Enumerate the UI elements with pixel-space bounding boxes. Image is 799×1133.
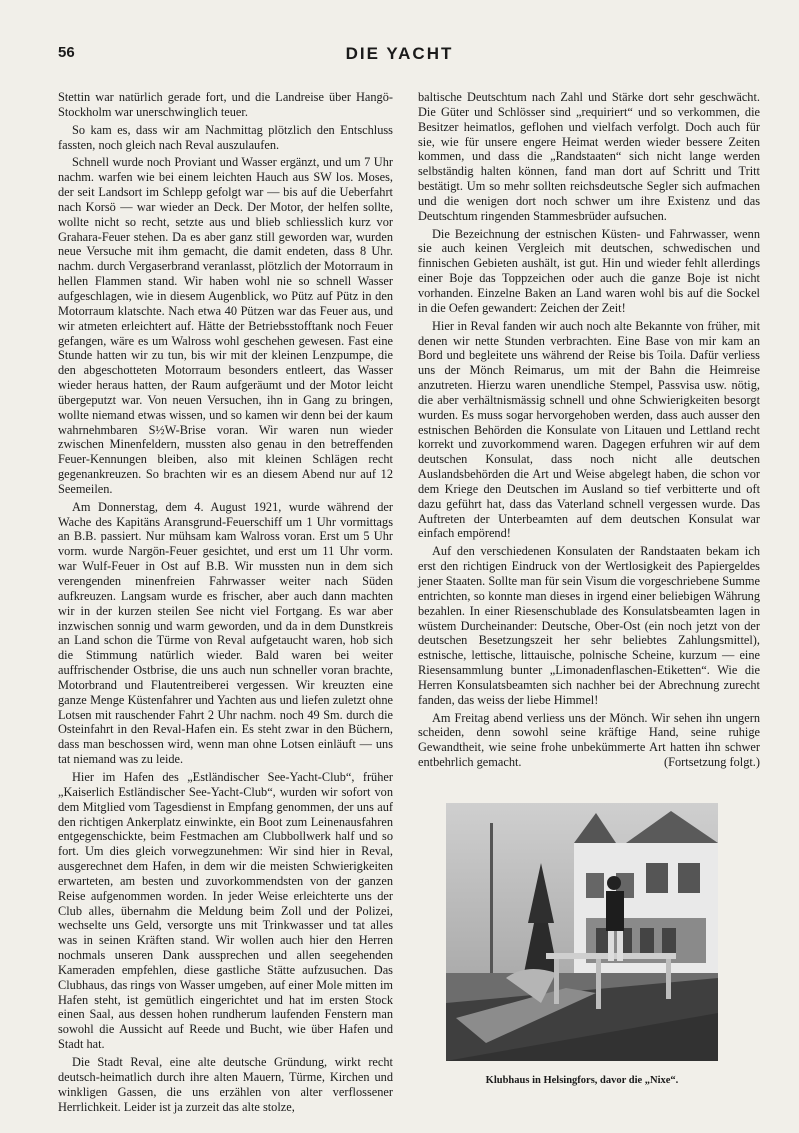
paragraph: Hier in Reval fanden wir auch noch alte Bekannte von früher, mit denen wir nette Stunden verbrachten. Eine Base von mir kam an Bord und begleitete uns während der Reise bis Toila. Dafür verliess uns der Mönch Reimarus, um mit der Bahn die Heimreise anzutreten. Hierzu waren unendliche Stempel, Passvisa usw. nötig, die aber verhältnismässig schnell und ohne Schwierigkeiten besorgt wurden. Es muss sogar hervorgehoben werden, dass auch ausser den estnischen Behörden die Konsulate von Litauen und Lettland recht korrekt und zuvorkommend waren. Dagegen erfuhren wir auf dem deutschen Konsulat, dass noch nicht alle deutschen Auslandsbehörden die Art und Weise abgelegt haben, die schon vor dem Kriege den Deutschen im Ausland so tief verbitterte und oft dazu geführt hat, dass das Vaterland schnell vergessen wurde. Das Auftreten der Unterbeamten auf dem deutschen Konsulat war einfach empörend! — [418, 318, 760, 541]
paragraph-text: Am Freitag abend verliess uns der Mönch. Wir sehen ihn ungern scheiden, denn sowohl seine kräftige Hand, seine ruhige Gewandtheit, wie seine frohe unbekümmerte Art hatten ihn schwer entbehrlich gemacht. — [418, 710, 760, 770]
paragraph: Schnell wurde noch Proviant und Wasser ergänzt, und um 7 Uhr nachm. warfen wie bei einem leichten Hauch aus SW los. Moses, der seit Landsort im Schlepp gefolgt war — bis auf die Ueberfahrt nach Korsö — war wieder an Deck. Der Motor, der helfen sollte, wollte nicht so recht, setzte aus und blieb schliesslich kurz vor Grahara-Feuer stehen. Da es aber ganz still geworden war, wurden neue Versuche mit ihm gemacht, die damit endeten, dass 8 Uhr. nachm. durch Vergaserbrand veranlasst, plötzlich der Motorraum in hellen Flammen stand. Wir haben wohl nie so schnell Wasser aufgeschlagen, wie in diesem Augenblick, wo Pütz auf Pütz in den Motorraum klatschte. Nach etwa 40 Pützen war das Feuer aus, und wir atmeten erleichtert auf. Hätte der Betriebsstofftank noch Feuer gefangen, wäre es um Walross wohl geschehen gewesen. Fast eine Stunde hatten wir zu tun, bis wir mit der kleinen Lenzpumpe, die den abgeschotteten Motorraum besonders entleert, das Wasser wieder heraus hatten, der Raum aufgeräumt und der Motor leicht übergeputzt war. Von neuen Versuchen, ihn in Gang zu bringen, wollte niemand etwas wissen, und so kamen wir denn bei der kaum wahrnehmbaren S½W-Brise voran. Wir waren nun wieder zwischen Minenfeldern, mussten also genau in den betreffenden Feuer-Kennungen bleiben, also mit kleinen Schlägen recht gegenankreuzen. So brachten wir es an diesem Abend nur auf 12 Seemeilen. — [58, 155, 393, 496]
continuation-note: (Fortsetzung folgt.) — [664, 755, 760, 770]
running-head-title: DIE YACHT — [345, 44, 454, 63]
paragraph: Die Stadt Reval, eine alte deutsche Gründung, wirkt recht deutsch-heimatlich durch ihre alten Mauern, Türme, Kirchen und winkligen Gassen, die uns erzählen von alter verflossener Herrlichkeit. Leider ist ja zurzeit das alte stolze, — [58, 1055, 393, 1114]
right-column — [418, 90, 760, 773]
paragraph: Am Donnerstag, dem 4. August 1921, wurde während der Wache des Kapitäns Aransgrund-Feuerschiff um 1 Uhr vormittags an B.B. passiert. Nur mühsam kam Walross voran. Erst um 5 Uhr vorm. wurde Nargön-Feuer gesichtet, und erst um 11 Uhr vorm. war Wulf-Feuer in Ost auf B.B. Wir mussten nun in dem sich verengenden minenfreien Fahrwasser weiter nach Süden aufkreuzen. Langsam wurde es frischer, aber auch dann machten wir in der kurzen steilen See nicht viel Fortgang. Es war aber inzwischen sonnig und warm geworden, und da in dem Dunstkreis an Land schon die Türme von Reval aufgetaucht waren, hob sich die Stimmung natürlich wieder. Bald waren bei weiter auffrischender Ostbrise, die uns auch nun schneller voran brachte, Motorbrand und Flautentreiberei vergessen. Wir kreuzten eine ganze Menge Küstenfahrer und Yachten aus und liefen zuletzt ohne Lotsen mit rauschender Fahrt 2 Uhr nachm. noch 49 Sm. durch die Osteinfahrt in den Reval-Hafen ein. Es steht zwar in den Büchern, dass man beschossen wird, wenn man ohne Lotsen einläuft — uns tat niemand was zu leide. — [58, 499, 393, 767]
page-number: 56 — [58, 44, 75, 61]
photo-caption: Klubhaus in Helsingfors, davor die „Nixe“. — [485, 1075, 679, 1086]
paragraph: Auf den verschiedenen Konsulaten der Randstaaten bekam ich erst den richtigen Eindruck von der Wertlosigkeit des Papiergeldes jener Staaten. Sollte man für sein Visum die vorgeschriebene Summe entrichten, so konnte man dieses in irgend einer beliebigen Währung bezahlen. In einer Riesenschublade des Konsulatsbeamten lagen in wüstem Durcheinander: Deutsche, Ober-Ost (ein noch jetzt von der deutschen Besetzungszeit her sehr beliebtes Zahlungsmittel), estnische, lettische, littauische, polnische Scheine, kurzum — eine Riesensammlung bunter „Limonadenflaschen-Etiketten“. Wie die Herren Konsulatsbeamten sich nachher bei der Abrechnung zurecht fanden, das weiss der liebe Himmel! — [418, 544, 760, 707]
clubhouse-photo — [446, 803, 718, 1061]
paragraph: Hier im Hafen des „Estländischer See-Yacht-Club“, früher „Kaiserlich Estländischer See-Yacht-Club“, wurden wir sofort von dem Mitglied vom Tagesdienst in Empfang genommen, der uns auf den richtigen Ankerplatz einwinkte, ein Boot zum Leinenausfahren entgegenschickte, beim Festmachen am Clubbollwerk half und so fort. Um dies gleich vorwegzunehmen: Wir sind hier in Reval, ausgerechnet dem Hafen, in dem wir die meisten Schwierigkeiten erwarteten, am besten und zuvorkommendsten von der ganzen Reise aufgenommen worden. In jeder Weise erleichterte uns der Club alles, übernahm die Meldung beim Zoll und der Polizei, wechselte uns Geld, versorgte uns mit Trinkwasser und tat alles was in seinen Kräften stand. Wir wollen auch hier den Herren nochmals unseren Dank aussprechen und allen seegehenden Kameraden empfehlen, diese gastliche Stätte aufzusuchen. Das Clubhaus, das rings von Wasser umgeben, auf einer Mole mitten im Hafen steht, ist gemütlich eingerichtet und hat im ersten Stock einen Saal, aus dessen hohen rundherum laufenden Fenstern man sowohl die Aussicht auf Reede und Bucht, wie über Hafen und Stadt hat. — [58, 769, 393, 1052]
photo-illustration — [446, 803, 718, 1061]
paragraph: Stettin war natürlich gerade fort, und die Landreise über Hangö-Stockholm war unerschwinglich teuer. — [58, 90, 393, 119]
left-column — [58, 90, 393, 1117]
paragraph-last — [418, 711, 760, 770]
paragraph: Die Bezeichnung der estnischen Küsten- und Fahrwasser, wenn sie auch keinen Vergleich mit deutschen, schwedischen und finnischen Gebieten aushält, ist gut. Hin und wieder fehlt allerdings einer Boje das Toppzeichen oder auch die ganze Boje ist nicht vorhanden. Einzelne Baken an Land waren wohl bis auf die Sockel in die Oefen gewandert: Zeichen der Zeit! — [418, 226, 760, 315]
paragraph: baltische Deutschtum nach Zahl und Stärke dort sehr geschwächt. Die Güter und Schlösser sind „requiriert“ und so verkommen, die Besitzer heimatlos, geflohen und vielfach verfolgt. Doch auch für sie, wie für unsere engere Heimat werden wieder bessere Zeiten kommen, und dass die „Randstaaten“ sich nicht lange werden selbständig halten können, fand man dort auf Schritt und Tritt bestätigt. Um so mehr sollten reichsdeutsche Segler sich aufmachen und die wenigen dort noch schwer um ihre Existenz und das Deutschtum ringenden Stammesbrüder aufsuchen. — [418, 90, 760, 223]
paragraph: So kam es, dass wir am Nachmittag plötzlich den Entschluss fassten, noch gleich nach Reval auszulaufen. — [58, 122, 393, 152]
